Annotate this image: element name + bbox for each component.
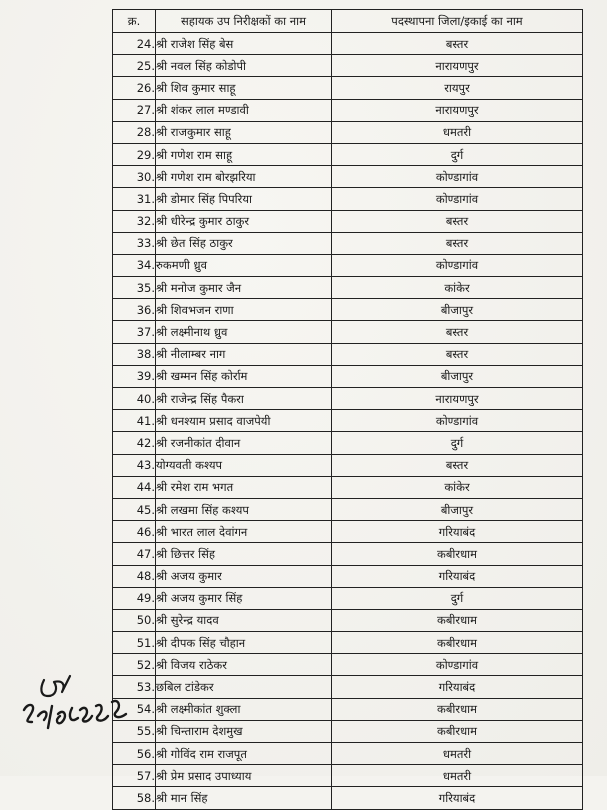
posting-district-cell: धमतरी [332, 765, 583, 787]
posting-table [112, 9, 583, 810]
table-row [113, 543, 583, 565]
posting-district-cell: कोण्डागांव [332, 254, 583, 276]
table-row [113, 99, 583, 121]
posting-district-cell: कोण्डागांव [332, 188, 583, 210]
posting-district-cell: धमतरी [332, 121, 583, 143]
table-row [113, 343, 583, 365]
officer-name-cell: श्री गोविंद राम राजपूत [156, 743, 332, 765]
posting-district-cell: बस्तर [332, 232, 583, 254]
officer-name-cell: श्री धनश्याम प्रसाद वाजपेयी [156, 410, 332, 432]
table-row [113, 432, 583, 454]
posting-district-cell: कांकेर [332, 277, 583, 299]
officer-name-cell: श्री शिव कुमार साहू [156, 77, 332, 99]
posting-district-cell: नारायणपुर [332, 55, 583, 77]
officer-name-cell: श्री राजकुमार साहू [156, 121, 332, 143]
posting-district-cell: बस्तर [332, 321, 583, 343]
serial-number-cell: 55. [113, 720, 156, 742]
serial-number-cell: 37. [113, 321, 156, 343]
officer-name-cell: श्री शंकर लाल मण्डावी [156, 99, 332, 121]
officer-name-cell: श्री सुरेन्द्र यादव [156, 609, 332, 631]
posting-district-cell: कबीरधाम [332, 543, 583, 565]
officer-name-cell: श्री गणेश राम साहू [156, 143, 332, 165]
posting-district-cell: गरियाबंद [332, 676, 583, 698]
officer-name-cell: श्री लखमा सिंह कश्यप [156, 498, 332, 520]
handwritten-signature [18, 666, 133, 746]
header-posting-district: पदस्थापना जिला/इकाई का नाम [332, 10, 583, 33]
officer-name-cell: श्री लक्ष्मीकांत शुक्ला [156, 698, 332, 720]
table-row [113, 166, 583, 188]
officer-name-cell: श्री नीलाम्बर नाग [156, 343, 332, 365]
posting-district-cell: कबीरधाम [332, 698, 583, 720]
table-row [113, 321, 583, 343]
posting-district-cell: गरियाबंद [332, 521, 583, 543]
officer-name-cell: श्री चिन्ताराम देशमुख [156, 720, 332, 742]
table-row [113, 232, 583, 254]
serial-number-cell: 38. [113, 343, 156, 365]
serial-number-cell: 56. [113, 743, 156, 765]
officer-name-cell: श्री राजेश सिंह बेस [156, 33, 332, 55]
officer-name-cell: श्री अजय कुमार सिंह [156, 587, 332, 609]
serial-number-cell: 41. [113, 410, 156, 432]
posting-district-cell: बीजापुर [332, 498, 583, 520]
officer-name-cell: श्री दीपक सिंह चौहान [156, 632, 332, 654]
table-row [113, 476, 583, 498]
header-serial-number: क्र. [113, 10, 156, 33]
table-row [113, 365, 583, 387]
table-row [113, 143, 583, 165]
officer-name-cell: छबिल टांडेकर [156, 676, 332, 698]
posting-district-cell: रायपुर [332, 77, 583, 99]
officer-name-cell: श्री लक्ष्मीनाथ ध्रुव [156, 321, 332, 343]
posting-district-cell: बीजापुर [332, 365, 583, 387]
officer-name-cell: श्री मनोज कुमार जैन [156, 277, 332, 299]
serial-number-cell: 24. [113, 33, 156, 55]
officer-name-cell: श्री भारत लाल देवांगन [156, 521, 332, 543]
officer-name-cell: श्री खम्मन सिंह कोर्राम [156, 365, 332, 387]
table-row [113, 676, 583, 698]
table-row [113, 498, 583, 520]
table-header [113, 10, 583, 33]
serial-number-cell: 57. [113, 765, 156, 787]
officer-name-cell: श्री रमेश राम भगत [156, 476, 332, 498]
table-row [113, 299, 583, 321]
table-row [113, 743, 583, 765]
posting-district-cell: बस्तर [332, 33, 583, 55]
serial-number-cell: 44. [113, 476, 156, 498]
table-row [113, 521, 583, 543]
serial-number-cell: 25. [113, 55, 156, 77]
table-row [113, 720, 583, 742]
serial-number-cell: 28. [113, 121, 156, 143]
serial-number-cell: 45. [113, 498, 156, 520]
table-row [113, 654, 583, 676]
posting-district-cell: बस्तर [332, 343, 583, 365]
posting-district-cell: गरियाबंद [332, 787, 583, 809]
serial-number-cell: 27. [113, 99, 156, 121]
serial-number-cell: 35. [113, 277, 156, 299]
posting-district-cell: धमतरी [332, 743, 583, 765]
serial-number-cell: 52. [113, 654, 156, 676]
posting-district-cell: कोण्डागांव [332, 166, 583, 188]
header-officer-name: सहायक उप निरीक्षकों का नाम [156, 10, 332, 33]
posting-district-cell: कोण्डागांव [332, 654, 583, 676]
posting-district-cell: नारायणपुर [332, 388, 583, 410]
table-row [113, 454, 583, 476]
posting-district-cell: कबीरधाम [332, 632, 583, 654]
table-row [113, 632, 583, 654]
posting-district-cell: कबीरधाम [332, 609, 583, 631]
table-row [113, 388, 583, 410]
serial-number-cell: 51. [113, 632, 156, 654]
table-row [113, 587, 583, 609]
officer-name-cell: श्री छेत सिंह ठाकुर [156, 232, 332, 254]
officer-name-cell: श्री छित्तर सिंह [156, 543, 332, 565]
serial-number-cell: 53. [113, 676, 156, 698]
officer-name-cell: श्री नवल सिंह कोडोपी [156, 55, 332, 77]
serial-number-cell: 58. [113, 787, 156, 809]
posting-district-cell: दुर्ग [332, 587, 583, 609]
posting-district-cell: नारायणपुर [332, 99, 583, 121]
table-row [113, 55, 583, 77]
table-row [113, 410, 583, 432]
serial-number-cell: 48. [113, 565, 156, 587]
officer-name-cell: श्री राजेन्द्र सिंह पैकरा [156, 388, 332, 410]
serial-number-cell: 46. [113, 521, 156, 543]
posting-district-cell: दुर्ग [332, 432, 583, 454]
serial-number-cell: 33. [113, 232, 156, 254]
table-body [113, 33, 583, 810]
officer-name-cell: रुकमणी ध्रुव [156, 254, 332, 276]
table-row [113, 277, 583, 299]
table-row [113, 698, 583, 720]
serial-number-cell: 31. [113, 188, 156, 210]
officer-name-cell: श्री धीरेन्द्र कुमार ठाकुर [156, 210, 332, 232]
posting-district-cell: बस्तर [332, 454, 583, 476]
table-row [113, 787, 583, 809]
posting-district-cell: बस्तर [332, 210, 583, 232]
posting-district-cell: कबीरधाम [332, 720, 583, 742]
serial-number-cell: 39. [113, 365, 156, 387]
table-row [113, 33, 583, 55]
officer-name-cell: श्री प्रेम प्रसाद उपाध्याय [156, 765, 332, 787]
serial-number-cell: 54. [113, 698, 156, 720]
posting-district-cell: कोण्डागांव [332, 410, 583, 432]
posting-district-cell: दुर्ग [332, 143, 583, 165]
posting-district-cell: गरियाबंद [332, 565, 583, 587]
officer-name-cell: श्री डोमार सिंह पिपरिया [156, 188, 332, 210]
serial-number-cell: 26. [113, 77, 156, 99]
serial-number-cell: 43. [113, 454, 156, 476]
posting-district-cell: बीजापुर [332, 299, 583, 321]
table-row [113, 565, 583, 587]
serial-number-cell: 50. [113, 609, 156, 631]
serial-number-cell: 32. [113, 210, 156, 232]
table-row [113, 121, 583, 143]
table-row [113, 609, 583, 631]
serial-number-cell: 42. [113, 432, 156, 454]
officer-name-cell: श्री मान सिंह [156, 787, 332, 809]
serial-number-cell: 30. [113, 166, 156, 188]
officer-name-cell: श्री अजय कुमार [156, 565, 332, 587]
officer-name-cell: श्री रजनीकांत दीवान [156, 432, 332, 454]
officer-name-cell: श्री विजय राठेकर [156, 654, 332, 676]
posting-district-cell: कांकेर [332, 476, 583, 498]
serial-number-cell: 34. [113, 254, 156, 276]
table-row [113, 210, 583, 232]
serial-number-cell: 29. [113, 143, 156, 165]
header-row [113, 10, 583, 33]
serial-number-cell: 36. [113, 299, 156, 321]
serial-number-cell: 40. [113, 388, 156, 410]
table-row [113, 254, 583, 276]
table-row [113, 77, 583, 99]
officer-name-cell: श्री गणेश राम बोरझरिया [156, 166, 332, 188]
officer-name-cell: योग्यवती कश्यप [156, 454, 332, 476]
serial-number-cell: 47. [113, 543, 156, 565]
serial-number-cell: 49. [113, 587, 156, 609]
officer-name-cell: श्री शिवभजन राणा [156, 299, 332, 321]
table-row [113, 188, 583, 210]
